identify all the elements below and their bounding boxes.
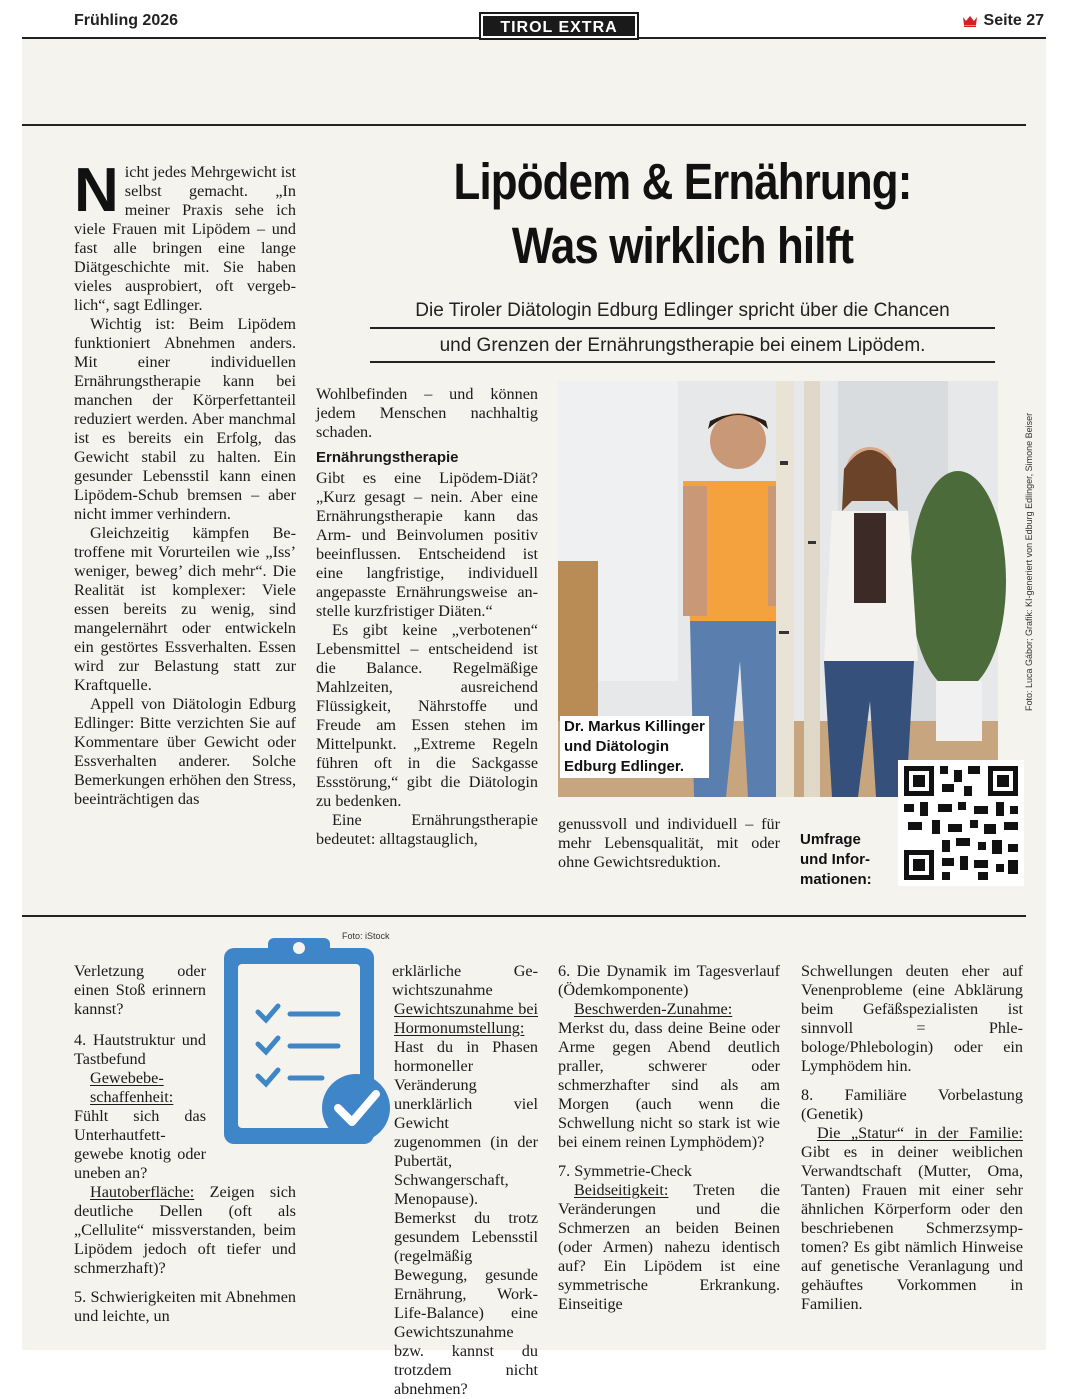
item-term-label: Beschwerden-Zunahme:: [574, 1000, 733, 1018]
qr-label-line: und Infor-: [800, 851, 870, 868]
qr-label-line: Umfrage: [800, 831, 861, 848]
article-column-3: [558, 815, 780, 872]
checklist-column-c: [558, 962, 780, 1314]
paragraph: [801, 1124, 1023, 1314]
paragraph: Wohlbefinden – und können jedem Menschen nachhaltig schaden.: [316, 385, 538, 441]
item-term: [74, 1069, 206, 1107]
issue-date: Frühling 2026: [74, 12, 179, 29]
item-heading: 5. Schwierigkeiten mit Abnehmen und leichte, un: [74, 1288, 296, 1325]
item-term-label: Beidseitigkeit:: [574, 1181, 669, 1199]
item-heading: 4. Hautstruktur und Tastbefund: [74, 1031, 206, 1068]
checklist-column-a: [74, 962, 296, 1326]
paragraph: Verletzung oder einen Stoß erinnern kannst?: [74, 962, 206, 1018]
article-top-rule: [22, 124, 1026, 126]
subline-rule: [370, 361, 995, 363]
caption-line: Edburg Edlinger.: [564, 758, 685, 775]
subline-rule: [370, 327, 995, 329]
paragraph: [74, 1107, 296, 1183]
paragraph: [558, 1000, 780, 1152]
item-term-label: Gewebebeschaffenheit:: [90, 1069, 174, 1106]
item-heading: 7. Symmetrie-Check: [558, 1162, 692, 1180]
section-tag: TIROL EXTRA: [481, 14, 637, 38]
caption-line: Dr. Markus Killinger: [564, 718, 705, 735]
item-text: Merkst du, dass deine Beine oder Arme gegen Abend deutlich praller, schwerer oder schmerzhafter sind als am Morgen (auch wenn die Schwellung nicht so stark ist wie bei einem reinen Lymphödem)?: [558, 1019, 780, 1151]
paragraph: Gibt es eine Lipödem-Diät? „Kurz gesagt – nein. Aber eine Ernährungstherapie kann das Arm- und Beinvolumen positiv beeinflussen. Entscheidend ist eine langfristige, individuell angepasste Ernährungsweise anstelle kurzfristiger Diäten.“: [316, 469, 538, 620]
paragraph: Eine Ernährungstherapie bedeutet: alltagstauglich,: [316, 811, 538, 848]
paragraph: Gleichzeitig kämpfen Betroffene mit Vorurteilen wie „Iss’ weniger, beweg’ dich mehr“. Die Realität ist komplexer: Viele essen bereits zu wenig, sind mangelernährt oder entwickeln ein gestörtes Essverhalten. Essen wird zur Belastung statt zur Kraftquelle.: [74, 524, 296, 694]
qr-label: [800, 830, 872, 890]
subline-1: Die Tiroler Diätologin Edburg Edlinger spricht über die Chancen: [415, 300, 950, 321]
paragraph: [558, 1181, 780, 1314]
paragraph: erklärliche Gewichtszunahme: [392, 962, 538, 999]
headline: [414, 150, 952, 278]
checklist-column-b: [316, 962, 538, 1399]
checklist-column-d: [801, 962, 1023, 1314]
subline-2: und Grenzen der Ernährungstherapie bei einem Lipödem.: [439, 335, 926, 356]
item-text: Zeigen sich deutliche Dellen (oft als „Cellulite“ missverstanden, beim Lipödem jedoch oft tiefer und schmerzhaft)?: [74, 1183, 296, 1277]
item-term: [316, 1000, 538, 1038]
qr-label-line: mationen:: [800, 871, 872, 888]
item-term-label: Gewichtszunahme bei Hormonumstellung:: [394, 1000, 538, 1037]
paragraph: [316, 1038, 538, 1399]
paragraph: Schwellungen deuten eher auf Venenprobleme (eine Abklärung beim Gefäßspezialisten ist sinnvoll = Phlebologe/Phlebologin) oder ein Lymphödem hin.: [801, 962, 1023, 1075]
qr-code-icon[interactable]: [898, 760, 1024, 886]
illustration-credit: Foto: iStock: [342, 931, 390, 941]
crown-icon: [962, 15, 978, 27]
article-column-1: [74, 156, 296, 809]
page-number: [962, 12, 1044, 30]
photo-caption: [560, 716, 709, 778]
item-text: Treten die Veränderungen und die Schmerzen an beiden Beinen (oder Armen) nahezu identisch auf? Ein Lipödem ist eine symmetrische Erkrankung. Einseitige: [558, 1181, 780, 1313]
paragraph: [74, 1183, 296, 1278]
item-heading: 6. Die Dynamik im Tagesverlauf (Ödemkomponente): [558, 962, 780, 999]
subheading: Ernährungstherapie: [316, 449, 459, 466]
item-text: Hast du in Phasen hormoneller Veränderung unerklärlich viel Gewicht zugenommen (in der Pubertät, Schwangerschaft, Menopause). Bemerkst du trotz gesundem Lebensstil (regelmäßig Bewegung, gesunde Ernährung, Work-Life-Balance) eine Gewichtszunahme bzw. kannst du trotzdem nicht abnehmen?: [394, 1038, 538, 1398]
caption-line: und Diätologin: [564, 738, 669, 755]
headline-line-1: Lipödem & Ernährung:: [453, 153, 912, 210]
photo-credit: Foto: Luca Gábor; Grafik: KI-generiert von Edburg Edlinger, Simone Beiser: [1024, 412, 1034, 711]
item-term-label: Hautoberfläche:: [90, 1183, 195, 1201]
item-heading: 8. Familiäre Vorbelastung (Genetik): [801, 1086, 1023, 1123]
lead-text: icht jedes Mehrgewicht ist selbst gemacht. „In meiner Praxis sehe ich viele Frauen mit Lipödem – und fast alle bringen eine lange Diätgeschichte mit. Sie haben vieles ausprobiert, oft vergeblich“, sagt Edlinger.: [74, 163, 296, 314]
paragraph: genussvoll und individuell – für mehr Lebensqualität, mit oder ohne Gewichtsreduktion.: [558, 815, 780, 871]
lead-paragraph: [74, 156, 296, 315]
paragraph: Wichtig ist: Beim Lipödem funktioniert Abnehmen anders. Mit einer individuellen Ernährungstherapie kann bei manchen der Körperfettanteil reduziert werden. Aber manchmal ist es bereits ein Erfolg, das Gewicht stabil zu halten. Ein gesunder Lebensstil kann einen Lipödem-Schub bremsen – aber nicht immer verhindern.: [74, 315, 296, 523]
section-divider: [22, 915, 1026, 917]
item-term-label: Die „Statur“ in der Familie:: [817, 1124, 1023, 1142]
headline-line-2: Was wirklich hilft: [511, 217, 854, 274]
article-column-2: [316, 385, 538, 849]
page-number-label: Seite 27: [983, 12, 1044, 29]
paragraph: Appell von Diätologin Edburg Edlinger: Bitte verzichten Sie auf Kommentare über Gewicht oder Essverhalten anderer. Solche Bemerkungen erhöhen den Stress, beeinträchtigen das: [74, 695, 296, 808]
item-text: Fühlt sich das Unterhautfettgewebe knotig oder uneben an?: [74, 1107, 206, 1182]
drop-cap: N: [74, 156, 119, 225]
item-text: Gibt es in deiner weiblichen Verwandtschaft (Mutter, Oma, Tanten) Frauen mit einer sehr ähnlichen Körperform oder den beschriebenen Schmerzsymptomen? Es gibt nämlich Hinweise auf genetische Veranlagung und gehäuftes Vorkommen in Familien.: [801, 1143, 1023, 1313]
paragraph: Es gibt keine „verbotenen“ Lebensmittel – entscheidend ist die Balance. Regelmäßige Mahlzeiten, ausreichend Flüssigkeit, Nährstoffe und Freude am Essen stehen im Mittelpunkt. „Extreme Regeln führen oft in die Sackgasse Essstörung,“ gibt die Diätologin zu bedenken.: [316, 621, 538, 810]
